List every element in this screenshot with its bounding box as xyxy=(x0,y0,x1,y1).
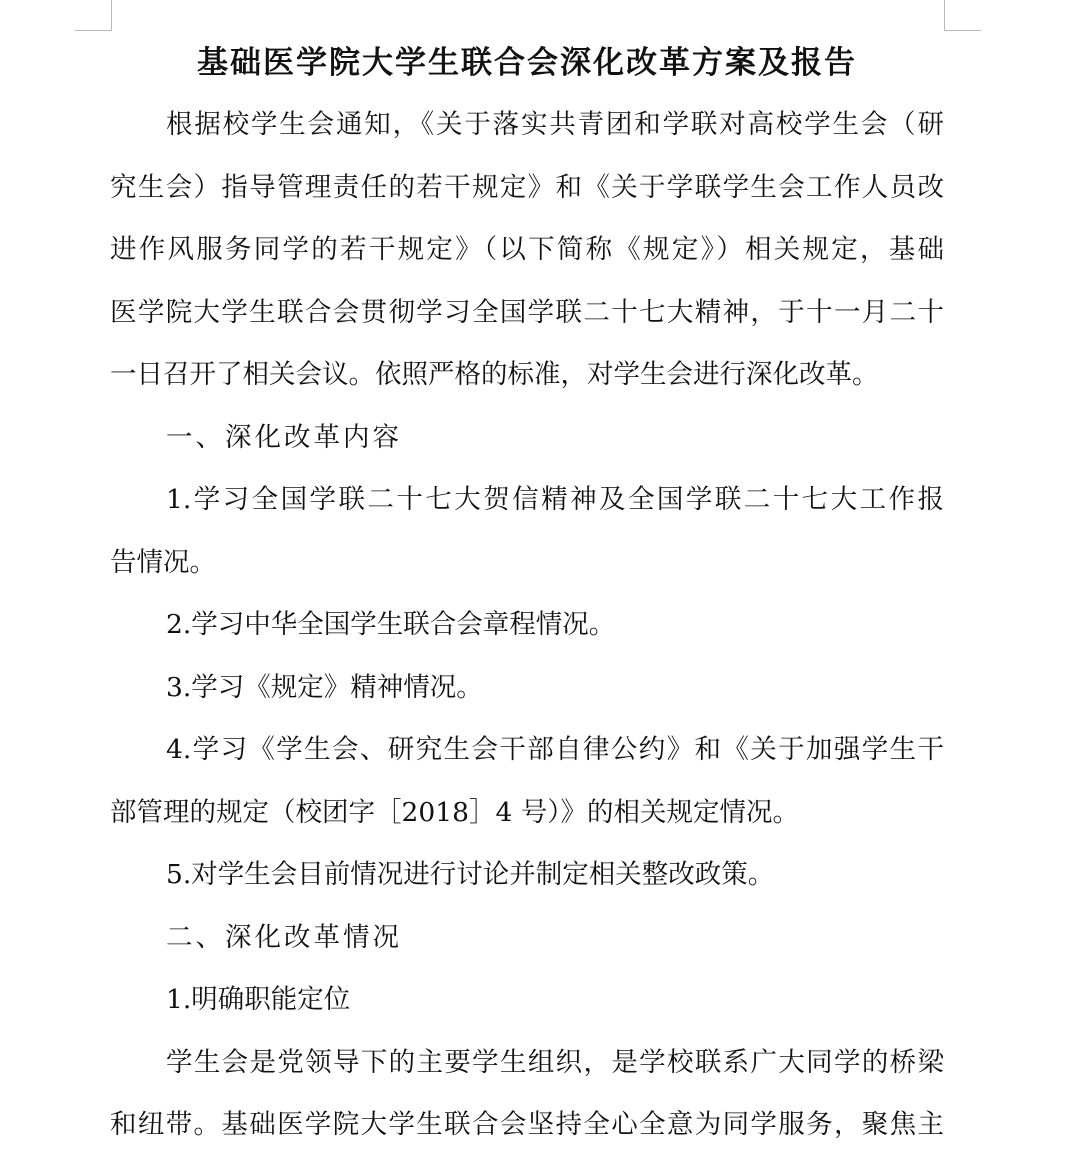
section-heading: 二、深化改革情况 xyxy=(166,921,402,953)
body-line: 学生会是党领导下的主要学生组织，是学校联系广大同学的桥梁 xyxy=(166,1046,944,1078)
list-item-continuation: 部管理的规定（校团字［2018］4 号）》的相关规定情况。 xyxy=(110,796,799,828)
list-item: 1.学习全国学联二十七大贺信精神及全国学联二十七大工作报 xyxy=(166,484,944,515)
body-line: 和纽带。基础医学院大学生联合会坚持全心全意为同学服务，聚焦主 xyxy=(110,1109,944,1140)
body-line: 根据校学生会通知，《关于落实共青团和学联对高校学生会（研 xyxy=(166,109,944,140)
list-item-continuation: 告情况。 xyxy=(110,546,216,578)
list-item: 3.学习《规定》精神情况。 xyxy=(166,671,483,703)
subsection-heading: 1.明确职能定位 xyxy=(166,984,351,1015)
list-item: 5.对学生会目前情况进行讨论并制定相关整改政策。 xyxy=(166,859,775,890)
list-item: 2.学习中华全国学生联合会章程情况。 xyxy=(166,609,616,640)
page-corner-mark-top-right xyxy=(944,0,981,31)
body-line: 究生会）指导管理责任的若干规定》和《关于学联学生会工作人员改 xyxy=(110,171,944,203)
document-body xyxy=(110,94,944,1157)
page-corner-mark-top-left xyxy=(75,0,112,31)
body-line: 进作风服务同学的若干规定》（以下简称《规定》）相关规定，基础 xyxy=(110,234,944,265)
list-item: 4.学习《学生会、研究生会干部自律公约》和《关于加强学生干 xyxy=(166,734,944,765)
body-line: 医学院大学生联合会贯彻学习全国学联二十七大精神，于十一月二十 xyxy=(110,296,944,328)
document-title: 基础医学院大学生联合会深化改革方案及报告 xyxy=(197,45,857,81)
body-line: 一日召开了相关会议。依照严格的标准，对学生会进行深化改革。 xyxy=(110,359,879,390)
section-heading: 一、深化改革内容 xyxy=(166,421,402,453)
